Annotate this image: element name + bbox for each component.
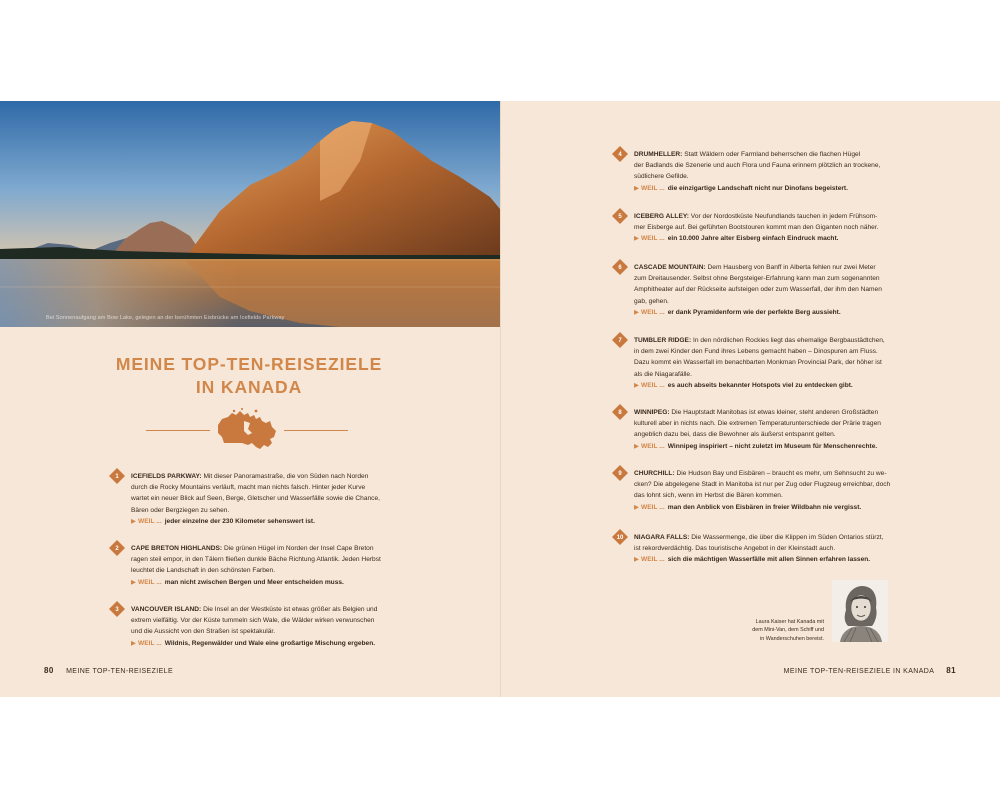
- list-item: 7 TUMBLER RIDGE: In den nördlichen Rockies liegt das ehemalige Bergbaustädtchen, in dem zwei Kinder den Fund ihres Lebens gemacht haben – Dinospuren am Fluss. Dazu kommt ein Wasserfall im benachbarten Monkman Provincial Park, der höher ist als die Niagarafälle. ▶ WEIL ... es auch abseits bekannter Hotspots viel zu entdecken gibt.: [634, 335, 904, 391]
- number-badge: 7: [612, 332, 628, 348]
- reason-line: ▶ WEIL ... man den Anblick von Eisbären in freier Wildbahn nie vergisst.: [634, 502, 904, 513]
- entry-heading: CAPE BRETON HIGHLANDS:: [131, 545, 223, 552]
- number-badge: 3: [109, 601, 125, 617]
- triangle-icon: ▶: [634, 442, 639, 450]
- reason-line: ▶ WEIL ... die einzigartige Landschaft nicht nur Dinofans begeistert.: [634, 183, 904, 194]
- footer-right: [784, 666, 956, 675]
- entry-heading: CASCADE MOUNTAIN:: [634, 264, 706, 271]
- page-title: [96, 353, 402, 399]
- running-title-left: MEINE TOP-TEN-REISEZIELE: [66, 668, 174, 675]
- reason-line: ▶ WEIL ... er dank Pyramidenform wie der perfekte Berg aussieht.: [634, 307, 904, 318]
- page-number-right: 81: [946, 666, 956, 675]
- bow-lake-photo: [0, 101, 500, 327]
- triangle-icon: ▶: [634, 308, 639, 316]
- mountain-lake-illustration: [0, 101, 500, 327]
- reason-line: ▶ WEIL ... es auch abseits bekannter Hotspots viel zu entdecken gibt.: [634, 380, 904, 391]
- reason-line: ▶ WEIL ... sich die mächtigen Wasserfälle mit allen Sinnen erfahren lassen.: [634, 554, 904, 565]
- title-divider-right: [284, 430, 348, 431]
- title-line-1: MEINE TOP-TEN-REISEZIELE: [115, 354, 383, 374]
- footer-left: [44, 666, 173, 675]
- reason-line: ▶ WEIL ... ein 10.000 Jahre alter Eisberg einfach Eindruck macht.: [634, 233, 904, 244]
- entry-heading: NIAGARA FALLS:: [634, 534, 690, 541]
- list-item: 1 ICEFIELDS PARKWAY: Mit dieser Panoramastraße, die von Süden nach Norden durch die Rocky Mountains verläuft, macht man nichts falsch. Hinter jeder Kurve wartet ein neuer Blick auf Seen, Berge, Gletscher und Wasserfälle sowie die Chance, Bären oder Bergziegen zu sehen. ▶ WEIL ... jeder einzelne der 230 Kilometer sehenswert ist.: [131, 471, 396, 527]
- entry-heading: ICEFIELDS PARKWAY:: [131, 473, 202, 480]
- triangle-icon: ▶: [634, 235, 639, 243]
- list-item: 9 CHURCHILL: Die Hudson Bay und Eisbären – braucht es mehr, um Sehnsucht zu we- cken? Die abgelegene Stadt in Manitoba ist nur per Zug oder Flugzeug erreichbar, doch das lohnt sich, wenn im Herbst die Bären kommen. ▶ WEIL ... man den Anblick von Eisbären in freier Wildbahn nie vergisst.: [634, 468, 904, 513]
- number-badge: 6: [612, 259, 628, 275]
- list-item: 8 WINNIPEG: Die Hauptstadt Manitobas ist etwas kleiner, steht anderen Großstädten kulturell aber in nichts nach. Die extremen Temperaturunterschiede der Prärie tragen angeblich dazu bei, dass die Bewohner als äußerst entspannt gelten. ▶ WEIL ... Winnipeg inspiriert – nicht zuletzt im Museum für Menschenrechte.: [634, 407, 904, 452]
- triangle-icon: ▶: [131, 639, 136, 647]
- reason-line: ▶ WEIL ... Wildnis, Regenwälder und Wale eine großartige Mischung ergeben.: [131, 638, 396, 649]
- author-portrait: [832, 580, 888, 642]
- list-item: 2 CAPE BRETON HIGHLANDS: Die grünen Hügel im Norden der Insel Cape Breton ragen steil empor, in den Tälern fließen dunkle Bäche Richtung Atlantik. Jeden Herbst leuchtet die Landschaft in den schönsten Farben. ▶ WEIL ... man nicht zwischen Bergen und Meer entscheiden muss.: [131, 543, 396, 588]
- triangle-icon: ▶: [634, 503, 639, 511]
- title-line-2: IN KANADA: [195, 377, 303, 397]
- entry-heading: TUMBLER RIDGE:: [634, 337, 692, 344]
- list-item: 10 NIAGARA FALLS: Die Wassermenge, die über die Klippen im Süden Ontarios stürzt, ist rekordverdächtig. Das touristische Angebot in der Kleinstadt auch. ▶ WEIL ... sich die mächtigen Wasserfälle mit allen Sinnen erfahren lassen.: [634, 532, 904, 566]
- entry-heading: VANCOUVER ISLAND:: [131, 606, 202, 613]
- reason-line: ▶ WEIL ... Winnipeg inspiriert – nicht zuletzt im Museum für Menschenrechte.: [634, 441, 904, 452]
- title-divider-left: [146, 430, 210, 431]
- number-badge: 2: [109, 540, 125, 556]
- triangle-icon: ▶: [634, 556, 639, 564]
- page-number-left: 80: [44, 666, 54, 675]
- triangle-icon: ▶: [131, 517, 136, 525]
- page-gutter: [500, 101, 501, 697]
- number-badge: 4: [612, 146, 628, 162]
- reason-line: ▶ WEIL ... jeder einzelne der 230 Kilometer sehenswert ist.: [131, 516, 396, 527]
- number-badge: 5: [612, 208, 628, 224]
- list-item: 4 DRUMHELLER: Statt Wäldern oder Farmland beherrschen die flachen Hügel der Badlands die Szenerie und auch Flora und Fauna erinnern plötzlich an trockene, südlichere Gefilde. ▶ WEIL ... die einzigartige Landschaft nicht nur Dinofans begeistert.: [634, 149, 904, 194]
- list-item: 3 VANCOUVER ISLAND: Die Insel an der Westküste ist etwas größer als Belgien und extrem vielfältig. Vor der Küste tummeln sich Wale, die Wälder wirken verwunschen und die Aussicht von den Straßen ist spektakulär. ▶ WEIL ... Wildnis, Regenwälder und Wale eine großartige Mischung ergeben.: [131, 604, 396, 649]
- number-badge: 1: [109, 468, 125, 484]
- book-spread: [0, 101, 1000, 697]
- reason-line: ▶ WEIL ... man nicht zwischen Bergen und Meer entscheiden muss.: [131, 577, 396, 588]
- canada-map-icon: [214, 407, 280, 457]
- author-caption: Laura Kaiser hat Kanada mit dem Mini-Van, dem Schiff und in Wanderschuhen bereist.: [752, 619, 824, 642]
- number-badge: 8: [612, 404, 628, 420]
- triangle-icon: ▶: [131, 578, 136, 586]
- running-title-right: MEINE TOP-TEN-REISEZIELE IN KANADA: [783, 668, 934, 675]
- entry-heading: DRUMHELLER:: [634, 151, 683, 158]
- photo-caption: Bei Sonnenaufgang am Bow Lake, gelegen an der berühmten Eisbrücke am Icefields Parkway: [46, 315, 285, 321]
- entry-heading: WINNIPEG:: [634, 409, 670, 416]
- list-item: 5 ICEBERG ALLEY: Vor der Nordostküste Neufundlands tauchen in jedem Frühsom- mer Eisberge auf. Bei geführten Bootstouren kommt man den Giganten noch näher. ▶ WEIL ... ein 10.000 Jahre alter Eisberg einfach Eindruck macht.: [634, 211, 904, 245]
- number-badge: 9: [612, 465, 628, 481]
- triangle-icon: ▶: [634, 184, 639, 192]
- entry-heading: ICEBERG ALLEY:: [634, 213, 689, 220]
- triangle-icon: ▶: [634, 381, 639, 389]
- list-item: 6 CASCADE MOUNTAIN: Dem Hausberg von Banff in Alberta fehlen nur zwei Meter zum Dreitausender. Selbst ohne Bergsteiger-Erfahrung kann man zum sogenannten Amphitheater auf der Rückseite aufsteigen oder zum Wasserfall, der ihm den Namen gab, gehen. ▶ WEIL ... er dank Pyramidenform wie der perfekte Berg aussieht.: [634, 262, 904, 318]
- entry-heading: CHURCHILL:: [634, 470, 675, 477]
- number-badge: 10: [612, 529, 628, 545]
